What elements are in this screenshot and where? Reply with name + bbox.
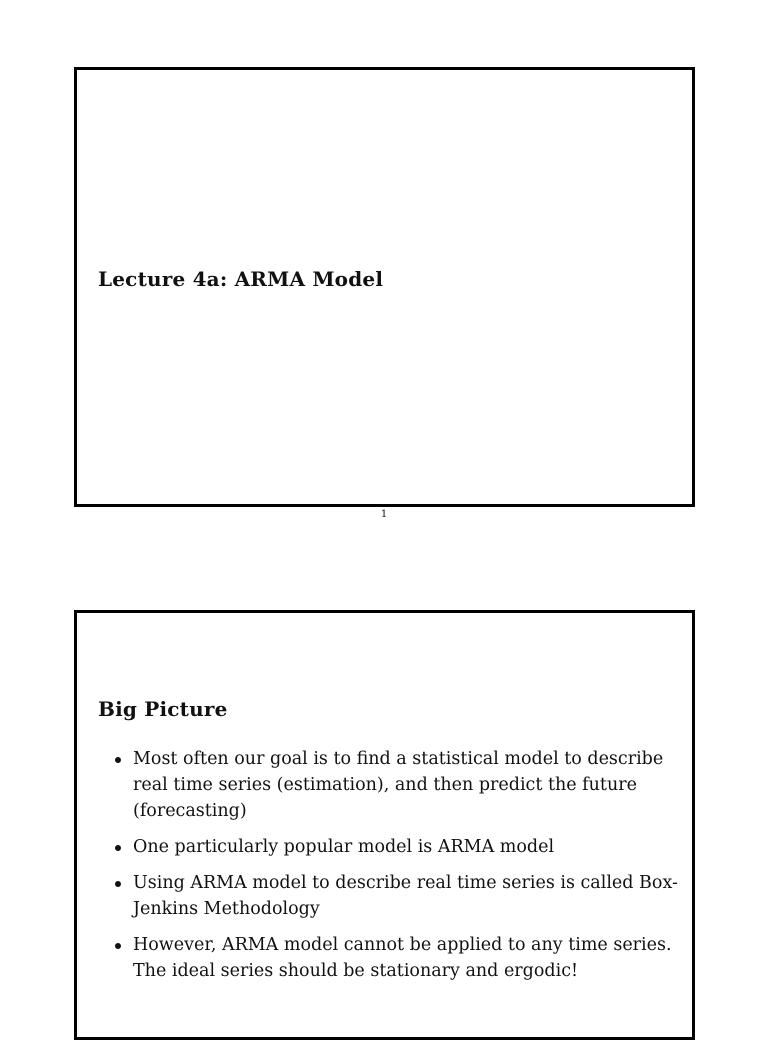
bullet-text: Using ARMA model to describe real time series is called Box-Jenkins Methodology <box>133 873 678 919</box>
bullet-icon <box>115 757 121 763</box>
bullet-icon <box>115 881 121 887</box>
slide-2 <box>74 610 695 1040</box>
bullet-item <box>111 932 686 984</box>
bullet-item <box>111 746 686 824</box>
bullet-text: However, ARMA model cannot be applied to any time series. The ideal series should be stationary and ergodic! <box>133 935 672 981</box>
slide-1-title: Lecture 4a: ARMA Model <box>98 267 384 291</box>
slide-2-title: Big Picture <box>98 697 228 721</box>
bullet-text: Most often our goal is to find a statistical model to describe real time series (estimation), and then predict the future (forecasting) <box>133 749 664 821</box>
slide-1 <box>74 67 695 507</box>
bullet-item <box>111 870 686 922</box>
bullet-text: One particularly popular model is ARMA model <box>133 837 555 857</box>
page-number: 1 <box>380 509 388 520</box>
bullet-icon <box>115 943 121 949</box>
bullet-item <box>111 834 686 860</box>
bullet-icon <box>115 845 121 851</box>
bullet-list <box>111 746 686 994</box>
